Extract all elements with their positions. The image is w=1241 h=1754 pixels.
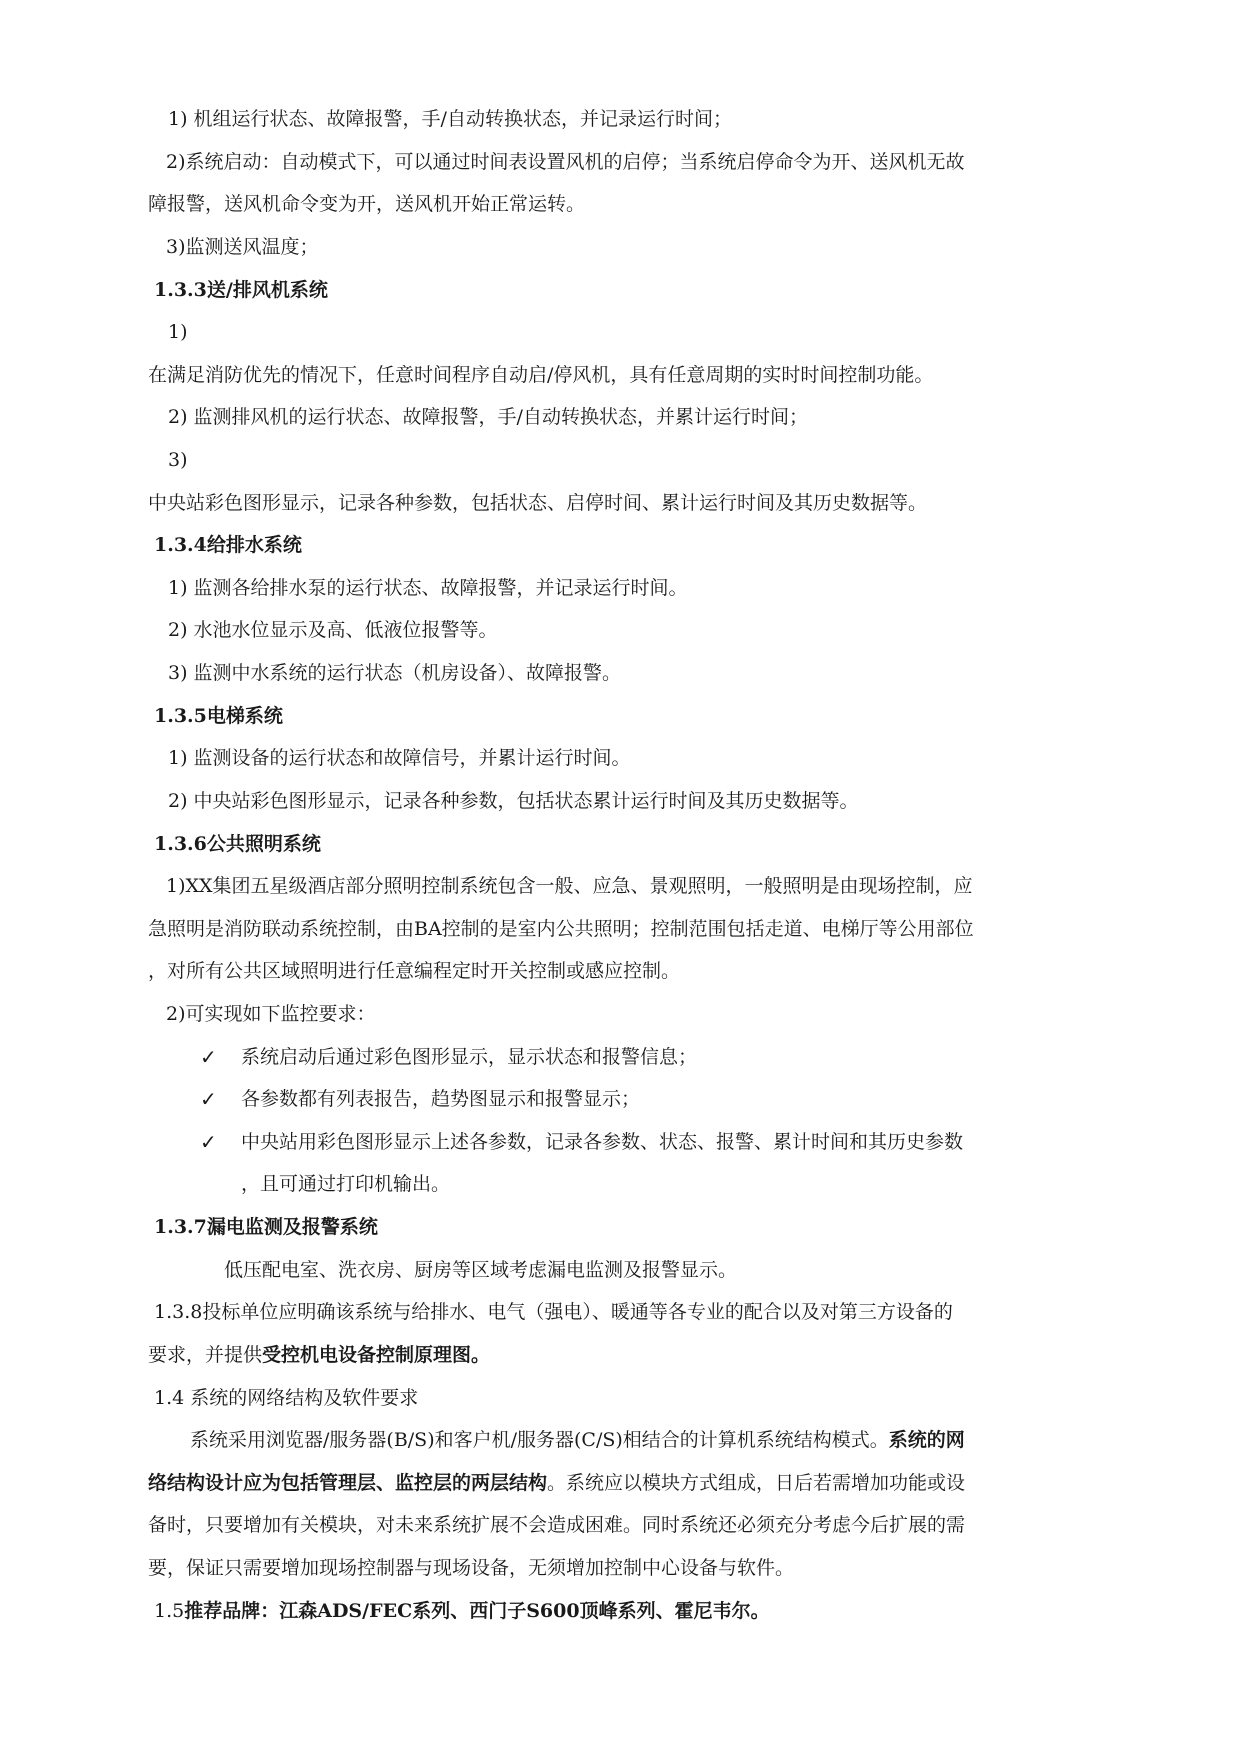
recommended-brands: 1.5推荐品牌：江森ADS/FEC系列、西门子S600顶峰系列、霍尼韦尔。 (154, 1600, 770, 1622)
text-line: 3)监测送风温度； (166, 236, 319, 258)
text-line: 2) 中央站彩色图形显示，记录各种参数，包括状态累计运行时间及其历史数据等。 (168, 790, 859, 812)
text-line: 低压配电室、洗衣房、厨房等区域考虑漏电监测及报警显示。 (224, 1259, 738, 1281)
section-heading: 1.4 系统的网络结构及软件要求 (154, 1387, 419, 1409)
checkmark-icon: ✓ (200, 1130, 217, 1154)
checkmark-icon: ✓ (200, 1045, 217, 1069)
text-line: 1) 机组运行状态、故障报警，手/自动转换状态，并记录运行时间； (168, 108, 732, 130)
section-heading: 1.3.4给排水系统 (154, 534, 302, 556)
text-line: 2)可实现如下监控要求： (166, 1003, 376, 1025)
text-line: 要求，并提供受控机电设备控制原理图。 (148, 1344, 491, 1366)
text-line: 要，保证只需要增加现场控制器与现场设备，无须增加控制中心设备与软件。 (148, 1557, 795, 1579)
text-line: 障报警，送风机命令变为开，送风机开始正常运转。 (148, 193, 586, 215)
text-line: 3) 监测中水系统的运行状态（机房设备）、故障报警。 (168, 662, 622, 684)
section-heading: 1.3.7漏电监测及报警系统 (154, 1216, 378, 1238)
text-line: 1) 监测各给排水泵的运行状态、故障报警，并记录运行时间。 (168, 577, 688, 599)
text-line: 1.3.8投标单位应明确该系统与给排水、电气（强电）、暖通等各专业的配合以及对第三方设备的 (154, 1301, 953, 1323)
bullet-item-continuation: ，且可通过打印机输出。 (241, 1173, 451, 1195)
text-line: 系统采用浏览器/服务器(B/S)和客户机/服务器(C/S)相结合的计算机系统结构模式。系统的网 (190, 1429, 965, 1451)
checkmark-icon: ✓ (200, 1087, 217, 1111)
text-line: 1) 监测设备的运行状态和故障信号，并累计运行时间。 (168, 747, 631, 769)
text-line: 中央站彩色图形显示，记录各种参数，包括状态、启停时间、累计运行时间及其历史数据等。 (148, 492, 928, 514)
bullet-item: 系统启动后通过彩色图形显示，显示状态和报警信息； (241, 1046, 698, 1068)
section-heading: 1.3.3送/排风机系统 (154, 279, 328, 301)
section-heading: 1.3.5电梯系统 (154, 705, 283, 727)
text-line: 2) 监测排风机的运行状态、故障报警，手/自动转换状态，并累计运行时间； (168, 406, 808, 428)
text-line: 1) (168, 321, 188, 343)
text-line: 备时，只要增加有关模块，对未来系统扩展不会造成困难。同时系统还必须充分考虑今后扩展的需 (148, 1514, 966, 1536)
text-line: 1)XX集团五星级酒店部分照明控制系统包含一般、应急、景观照明，一般照明是由现场控制，应 (166, 875, 973, 897)
text-line: 2) 水池水位显示及高、低液位报警等。 (168, 619, 498, 641)
text-line: 络结构设计应为包括管理层、监控层的两层结构。系统应以模块方式组成，日后若需增加功能或设 (148, 1472, 966, 1494)
bullet-item: 中央站用彩色图形显示上述各参数，记录各参数、状态、报警、累计时间和其历史参数 (241, 1131, 964, 1153)
text-line: ，对所有公共区域照明进行任意编程定时开关控制或感应控制。 (148, 960, 681, 982)
text-line: 2)系统启动：自动模式下，可以通过时间表设置风机的启停；当系统启停命令为开、送风机无故 (166, 151, 965, 173)
text-line: 在满足消防优先的情况下，任意时间程序自动启/停风机，具有任意周期的实时时间控制功能。 (148, 364, 934, 386)
text-line: 急照明是消防联动系统控制，由BA控制的是室内公共照明；控制范围包括走道、电梯厅等公用部位 (148, 918, 974, 940)
bullet-item: 各参数都有列表报告，趋势图显示和报警显示； (241, 1088, 641, 1110)
text-line: 3) (168, 449, 188, 471)
section-heading: 1.3.6公共照明系统 (154, 833, 321, 855)
